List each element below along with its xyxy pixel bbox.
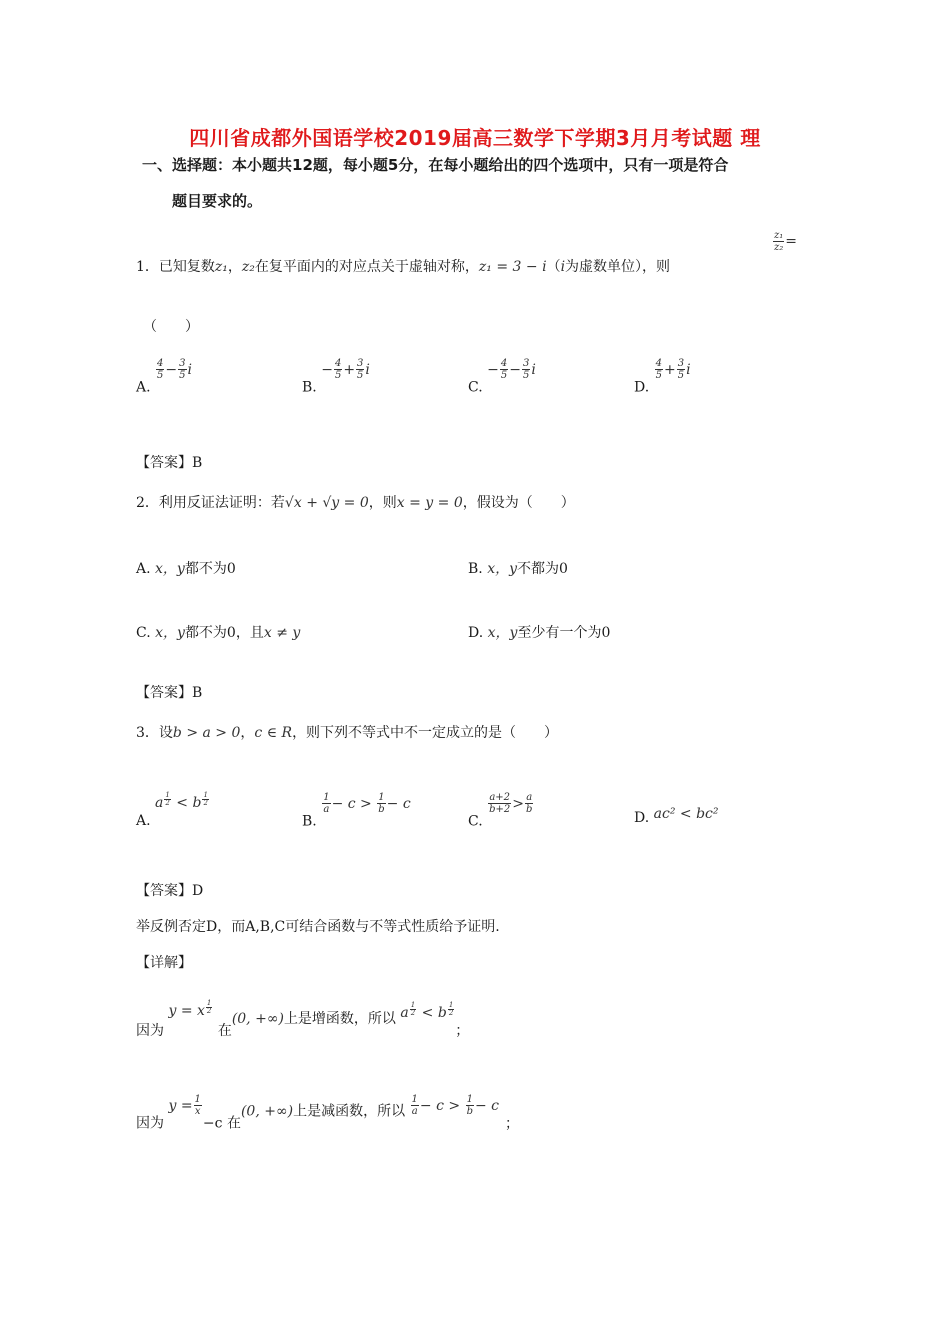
q1-option-d: D. $\frac{4}{5}$ + $\frac{3}{5}$ i	[634, 358, 691, 396]
q3-answer: 【答案】D	[136, 883, 204, 899]
q3-explanation: 举反例否定D，而A,B,C可结合函数与不等式性质给予证明.	[136, 919, 500, 935]
q1-ratio: $\frac{\text{z₁}}{\text{z₂}}$ =	[774, 230, 798, 253]
q3-option-d: D. ac² < bc²	[634, 806, 719, 826]
q2-option-b: B. x，y不都为0	[468, 561, 568, 577]
q1-z2: z₂	[241, 259, 255, 275]
q1-number: 1．已知复数	[136, 259, 215, 275]
q1-equation: z₁ = 3 − i	[478, 259, 547, 275]
q3-detail-line2: 因为 y = $\frac{1}{x}$ −c 在(0, +∞)上是减函数，所以 $\frac{1}{a}$ − c > $\frac{1}{b}$ − c；	[136, 1094, 519, 1132]
q2-conclusion: x = y = 0	[396, 495, 463, 511]
q1-option-c: C. − $\frac{4}{5}$ − $\frac{3}{5}$ i	[468, 358, 536, 396]
document-title: 四川省成都外国语学校2019届高三数学下学期3月月考试题 理	[189, 126, 761, 150]
section-heading-line1: 一、选择题：本小题共12题，每小题5分，在每小题给出的四个选项中，只有一项是符合	[142, 156, 729, 174]
q3-detail-heading: 【详解】	[136, 955, 192, 971]
section-heading-line2: 题目要求的。	[172, 192, 263, 210]
question-3: 3．设b > a > 0，c ∈ R，则下列不等式中不一定成立的是（ ）	[136, 725, 559, 741]
q1-option-b: B. − $\frac{4}{5}$ + $\frac{3}{5}$ i	[302, 358, 370, 396]
q3-option-b: B. $\frac{1}{a}$ − c > $\frac{1}{b}$ − c	[302, 792, 411, 830]
question-1: 1．已知复数z₁，z₂在复平面内的对应点关于虚轴对称，z₁ = 3 − i（i为虚数单位），则	[136, 259, 671, 275]
q1-answer: 【答案】B	[136, 455, 203, 471]
q1-z1: z₁	[214, 259, 228, 275]
q2-option-c: C. x，y都不为0，且x ≠ y	[136, 625, 301, 641]
q2-condition: √x + √y = 0	[284, 495, 369, 511]
q3-option-c: C. $\frac{a+2}{b+2}$ > $\frac{a}{b}$	[468, 792, 533, 830]
q3-detail-line1: 因为 y = x $^{\frac{1}{2}}$ 在(0, +∞)上是增函数，所以 a $^{\frac{1}{2}}$ < b $^{\frac{1}{2}}$ ；	[136, 999, 470, 1040]
q1-blank: （ ）	[143, 319, 199, 335]
q2-option-d: D. x，y至少有一个为0	[468, 625, 611, 641]
q1-option-a: A. $\frac{4}{5}$ − $\frac{3}{5}$ i	[136, 358, 192, 396]
q3-option-a: A. a $^{\frac{1}{2}}$ < b $^{\frac{1}{2}}$	[136, 791, 208, 830]
question-2: 2．利用反证法证明：若√x + √y = 0，则x = y = 0，假设为（ ）	[136, 495, 575, 511]
q2-option-a: A. x，y都不为0	[136, 561, 236, 577]
q2-answer: 【答案】B	[136, 685, 203, 701]
